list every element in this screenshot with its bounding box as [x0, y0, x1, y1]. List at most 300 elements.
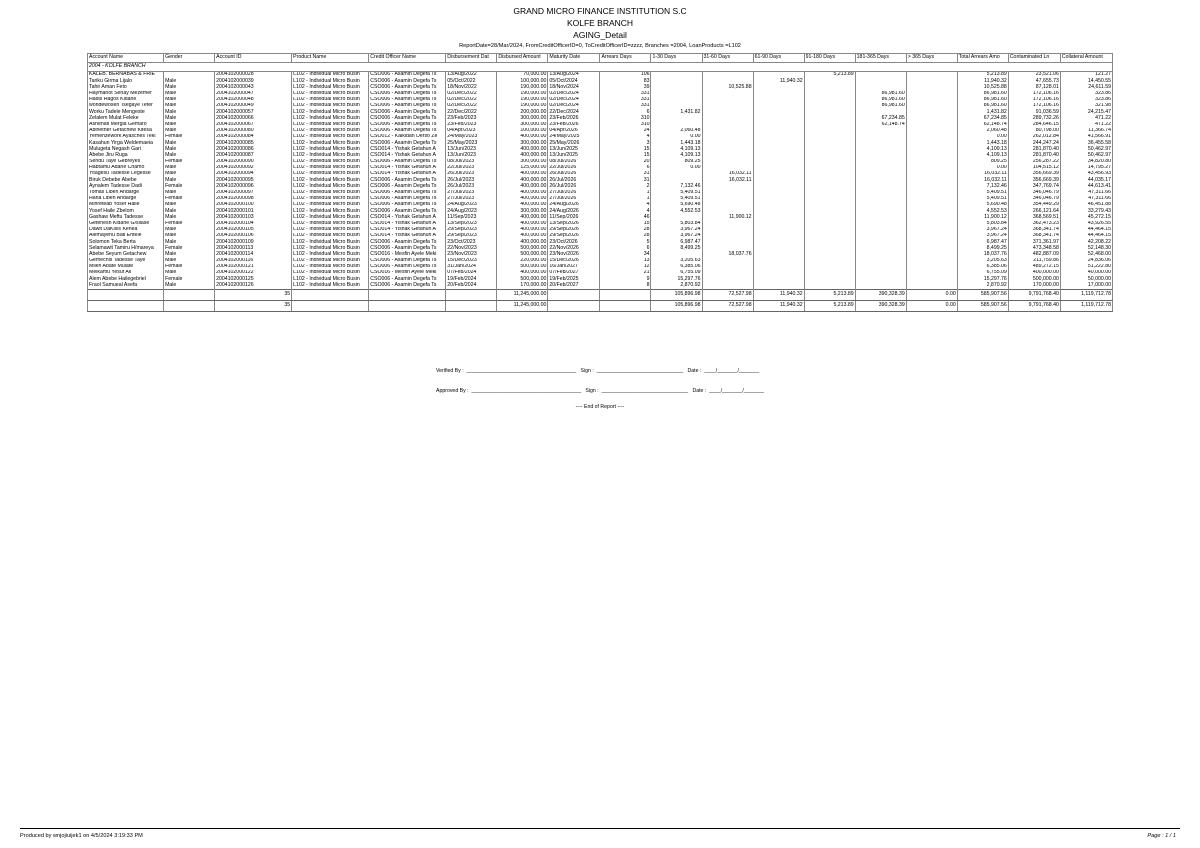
table-cell: Male	[164, 214, 215, 220]
table-cell: 26/Jul/2023	[446, 183, 497, 189]
table-cell: 21	[600, 270, 651, 276]
table-cell: 3	[600, 140, 651, 146]
table-cell: 331	[600, 97, 651, 103]
table-cell	[702, 282, 753, 289]
table-cell: 04/Apr/2026	[548, 128, 600, 134]
table-cell: 14,450.55	[1060, 78, 1112, 84]
table-cell: 3,967.24	[651, 227, 702, 233]
table-cell: 281,870.40	[1008, 146, 1060, 152]
table-cell: 5,690.48	[651, 202, 702, 208]
table-cell: 6	[600, 165, 651, 171]
table-cell: 4,552.53	[957, 208, 1008, 214]
table-cell: Gemechis Tadesse Taye	[88, 258, 164, 264]
total-cell: 585,907.56	[957, 289, 1008, 300]
table-cell: 400,000.00	[497, 214, 548, 220]
end-of-report: ---- End of Report ----	[575, 404, 625, 410]
table-cell: 244,247.24	[1008, 140, 1060, 146]
table-cell: 22/Jul/2026	[548, 165, 600, 171]
table-cell: 2004102000094	[215, 171, 292, 177]
verified-by-line: Verified By : ______________________________________ Sign : ______________________________ Date : ____/_______/_______	[436, 368, 760, 374]
table-cell: 1,431.82	[651, 109, 702, 115]
table-cell: 26/Jul/2026	[548, 171, 600, 177]
table-cell: CSO006 - Asamin Degefa Ts	[369, 84, 446, 90]
table-cell: 10,525.88	[702, 84, 753, 90]
table-cell: 36,455.58	[1060, 140, 1112, 146]
table-cell: 2004102000049	[215, 103, 292, 109]
table-cell: Female	[164, 196, 215, 202]
table-cell: 11,940.32	[957, 78, 1008, 84]
table-cell: 22/Dec/2022	[446, 109, 497, 115]
table-cell: 5,803.84	[651, 221, 702, 227]
table-cell: CSO006 - Asamin Degefa Ts	[369, 183, 446, 189]
table-cell: 11/Sep/2023	[446, 214, 497, 220]
table-cell: 26/Jul/2026	[548, 177, 600, 183]
table-cell: L102 - Individual Micro Busin	[292, 264, 369, 270]
table-cell: 6,755.09	[957, 270, 1008, 276]
table-cell: L102 - Individual Micro Busin	[292, 78, 369, 84]
total-cell: 11,245,000.00	[497, 289, 548, 300]
table-cell: 2,870.92	[651, 282, 702, 289]
table-cell: 24,215.47	[1060, 109, 1112, 115]
table-cell: L102 - Individual Micro Busin	[292, 171, 369, 177]
table-cell: CSO006 - Asamin Degefa Ts	[369, 190, 446, 196]
table-cell: 18,037.76	[702, 251, 753, 257]
table-cell: 13	[600, 258, 651, 264]
column-header: Gender	[164, 54, 215, 63]
table-cell: Male	[164, 202, 215, 208]
table-cell: 23/Feb/2023	[446, 115, 497, 121]
table-cell: 44,035.17	[1060, 177, 1112, 183]
table-cell: 7,132.46	[957, 183, 1008, 189]
table-cell: 20	[600, 159, 651, 165]
table-cell: L102 - Individual Micro Busin	[292, 227, 369, 233]
table-cell: CSO006 - Asamin Degefa Ts	[369, 159, 446, 165]
table-cell: CSO006 - Asamin Degefa Ts	[369, 196, 446, 202]
table-cell: 5,409.51	[957, 196, 1008, 202]
total-row	[88, 289, 1113, 300]
table-cell: 2004102000057	[215, 109, 292, 115]
table-cell: 28	[600, 227, 651, 233]
table-cell: L102 - Individual Micro Busin	[292, 134, 369, 140]
table-cell: 6,755.09	[651, 270, 702, 276]
table-cell: 20/Feb/2024	[446, 282, 497, 289]
table-cell: L102 - Individual Micro Busin	[292, 140, 369, 146]
table-cell: 07/Feb/2027	[548, 270, 600, 276]
table-cell: 2004102000109	[215, 239, 292, 245]
table-cell: 2004102000043	[215, 84, 292, 90]
table-cell: 44,464.15	[1060, 233, 1112, 239]
table-cell: 2004102000103	[215, 214, 292, 220]
table-cell: 211,759.86	[1008, 258, 1060, 264]
table-cell: Male	[164, 258, 215, 264]
table-cell: Female	[164, 183, 215, 189]
table-cell: 44,464.15	[1060, 227, 1112, 233]
table-cell: Male	[164, 165, 215, 171]
table-cell: Melkamu Yesuf Ali	[88, 270, 164, 276]
table-cell: 22/Nov/2026	[548, 245, 600, 251]
total-cell: 0.00	[906, 289, 957, 300]
table-cell: 1,443.18	[651, 140, 702, 146]
table-cell: 22/Jul/2023	[446, 165, 497, 171]
table-cell: 02/Dec/2024	[548, 97, 600, 103]
table-cell: 08/Jul/2026	[548, 159, 600, 165]
table-cell: L102 - Individual Micro Busin	[292, 245, 369, 251]
table-cell: 27/Jul/2026	[548, 196, 600, 202]
table-cell: 86,981.60	[957, 103, 1008, 109]
table-cell: 24/Aug/2023	[446, 202, 497, 208]
table-cell: L102 - Individual Micro Busin	[292, 84, 369, 90]
table-cell: 471.22	[1060, 115, 1112, 121]
table-cell: 400,000.00	[497, 233, 548, 239]
table-cell: Dawit DaKisis Kenea	[88, 227, 164, 233]
table-cell: 26/Jul/2023	[446, 177, 497, 183]
table-cell: 17,000.00	[1060, 282, 1112, 289]
table-cell: Abebe Jiru Ruga	[88, 152, 164, 158]
total-cell	[600, 289, 651, 300]
table-cell: CSO014 - Yishak Getahun A	[369, 146, 446, 152]
table-cell: 400,000.00	[497, 171, 548, 177]
table-cell: 23/Nov/2026	[548, 251, 600, 257]
total-cell	[446, 300, 497, 311]
table-cell: Male	[164, 140, 215, 146]
table-cell: 331	[600, 91, 651, 97]
table-cell: 400,000.00	[497, 196, 548, 202]
table-cell: Alemayehu Bati Entele	[88, 233, 164, 239]
table-cell: 190,000.00	[497, 103, 548, 109]
table-cell: 2004102000039	[215, 78, 292, 84]
table-cell: 310	[600, 115, 651, 121]
table-cell: CSO016 - Mesfin Ayele Meki	[369, 270, 446, 276]
table-cell: 52,148.30	[1060, 245, 1112, 251]
table-cell: 0.00	[651, 134, 702, 140]
table-cell: Tariku Girma Lijalo	[88, 78, 164, 84]
table-cell: 13/Jun/2023	[446, 146, 497, 152]
table-cell: 80,798.00	[1008, 128, 1060, 134]
table-cell: Female	[164, 276, 215, 282]
table-cell: 2004102000087	[215, 152, 292, 158]
table-cell: 24/Aug/2026	[548, 202, 600, 208]
table-cell: 24/May/2023	[446, 134, 497, 140]
table-cell	[855, 72, 906, 79]
table-cell: KALEB. BERNABAS & FRIE	[88, 72, 164, 79]
table-cell: Female	[164, 159, 215, 165]
table-cell: 5,690.48	[957, 202, 1008, 208]
table-cell: 809.25	[651, 159, 702, 165]
table-cell: 300,000.00	[497, 140, 548, 146]
table-cell	[651, 72, 702, 79]
table-cell: 346,046.79	[1008, 196, 1060, 202]
table-cell: CSO014 - Yishak Getahun A	[369, 152, 446, 158]
table-cell: 24/May/2025	[548, 134, 600, 140]
table-cell: L102 - Individual Micro Busin	[292, 152, 369, 158]
table-cell: 13/Sep/2026	[548, 221, 600, 227]
table-cell: Male	[164, 208, 215, 214]
table-cell: 473,348.58	[1008, 245, 1060, 251]
table-cell: 18/Nov/2022	[446, 84, 497, 90]
table-cell: L102 - Individual Micro Busin	[292, 97, 369, 103]
table-cell: 362,473.23	[1008, 221, 1060, 227]
table-cell: 20/Feb/2027	[548, 282, 600, 289]
table-cell: 190,000.00	[497, 91, 548, 97]
table-cell: 18/Nov/2024	[548, 84, 600, 90]
table-cell: 25/May/2023	[446, 140, 497, 146]
table-cell: 2004102000028	[215, 72, 292, 79]
table-cell: Abinether Getachew Kitesa	[88, 128, 164, 134]
table-cell: 400,000.00	[497, 221, 548, 227]
table-cell: 2004102000113	[215, 245, 292, 251]
table-cell: Zelalem Mulat Feleke	[88, 115, 164, 121]
column-header: Contaminated Ln	[1008, 54, 1060, 63]
column-header: Disbursed Amount	[497, 54, 548, 63]
table-cell: L102 - Individual Micro Busin	[292, 109, 369, 115]
total-cell	[548, 300, 600, 311]
table-cell: 323.86	[1060, 97, 1112, 103]
column-header: Credit Officer Name	[369, 54, 446, 63]
table-cell: 24/Aug/2023	[446, 208, 497, 214]
table-cell: L102 - Individual Micro Busin	[292, 208, 369, 214]
table-cell: 23/Feb/2026	[548, 115, 600, 121]
table-cell: 39	[600, 84, 651, 90]
table-cell: 400,000.00	[497, 270, 548, 276]
table-cell: 52,468.00	[1060, 251, 1112, 257]
table-cell: 86,981.60	[855, 91, 906, 97]
table-cell: 15/Dec/2026	[548, 258, 600, 264]
table-cell: 16/Jan/2027	[548, 264, 600, 270]
table-cell: Male	[164, 190, 215, 196]
table-cell: Male	[164, 115, 215, 121]
table-cell: 331	[600, 103, 651, 109]
table-cell: 16,032.11	[702, 177, 753, 183]
column-header: Product Name	[292, 54, 369, 63]
column-header: Arrears Days	[600, 54, 651, 63]
table-cell: CSO006 - Asamin Degefa Ts	[369, 276, 446, 282]
total-cell	[369, 300, 446, 311]
table-cell: L102 - Individual Micro Busin	[292, 214, 369, 220]
table-cell: L102 - Individual Micro Busin	[292, 72, 369, 79]
table-cell: 2004102000098	[215, 196, 292, 202]
table-cell: 16,032.11	[957, 177, 1008, 183]
table-cell: L102 - Individual Micro Busin	[292, 196, 369, 202]
table-cell: 2004102000092	[215, 165, 292, 171]
table-cell: 3,967.24	[651, 233, 702, 239]
table-cell: 22/Nov/2023	[446, 245, 497, 251]
table-cell: Alem Abebe Hailegebriel	[88, 276, 164, 282]
table-cell: Male	[164, 109, 215, 115]
table-cell: Female	[164, 245, 215, 251]
table-cell: 6,987.47	[957, 239, 1008, 245]
table-cell: 2004102000048	[215, 97, 292, 103]
table-cell: 13/Aug/2022	[446, 72, 497, 79]
table-cell: L102 - Individual Micro Busin	[292, 270, 369, 276]
column-header: 31-60 Days	[702, 54, 753, 63]
table-cell: Habtamu Adane Chamo	[88, 165, 164, 171]
table-cell: 289,732.26	[1008, 115, 1060, 121]
table-cell: Solomon Teka Berta	[88, 239, 164, 245]
table-cell: 67,234.85	[855, 115, 906, 121]
table-cell: Haymanot Senay Mezemer	[88, 91, 164, 97]
table-cell: 51,222.80	[1060, 264, 1112, 270]
table-cell: 5,409.51	[651, 190, 702, 196]
table-cell: 23,521.06	[1008, 72, 1060, 79]
table-cell: 5,803.84	[957, 221, 1008, 227]
table-cell: 15,297.76	[957, 276, 1008, 282]
table-cell: 47,655.73	[1008, 78, 1060, 84]
table-cell: 46	[600, 214, 651, 220]
total-cell: 0.00	[906, 300, 957, 311]
table-cell: CSO016 - Mesfin Ayele Meki	[369, 251, 446, 257]
table-cell: 41,566.91	[1060, 134, 1112, 140]
table-cell: 0.00	[957, 165, 1008, 171]
table-header-row	[88, 54, 1113, 63]
table-cell: Abebe Seyum Getachew	[88, 251, 164, 257]
table-cell: CSO006 - Asamin Degefa Ts	[369, 202, 446, 208]
total-cell: 390,328.39	[855, 300, 906, 311]
table-cell: 4	[600, 202, 651, 208]
column-header: Maturity Date	[548, 54, 600, 63]
table-cell: 170,000.00	[497, 282, 548, 289]
total-cell: 35	[215, 289, 292, 300]
table-cell: 02/Dec/2024	[548, 91, 600, 97]
table-cell: 3,205.63	[651, 258, 702, 264]
table-cell: 106	[600, 72, 651, 79]
table-cell: 11,900.12	[957, 214, 1008, 220]
table-cell: 284,646.15	[1008, 122, 1060, 128]
table-cell: 172,106.16	[1008, 91, 1060, 97]
table-cell: 400,000.00	[497, 202, 548, 208]
table-cell: 2004102000105	[215, 227, 292, 233]
table-cell	[753, 72, 804, 79]
table-cell: Male	[164, 91, 215, 97]
report-branch-title: KOLFE BRANCH	[566, 18, 634, 28]
table-cell: L102 - Individual Micro Busin	[292, 122, 369, 128]
total-cell	[600, 300, 651, 311]
table-cell: 26/Jul/2023	[446, 171, 497, 177]
table-cell: CSO006 - Asamin Degefa Ts	[369, 128, 446, 134]
table-cell: Male	[164, 78, 215, 84]
table-cell: 400,000.00	[497, 177, 548, 183]
table-cell: 87,128.01	[1008, 84, 1060, 90]
table-cell: L102 - Individual Micro Busin	[292, 115, 369, 121]
table-cell: 3,205.63	[957, 258, 1008, 264]
table-cell: 347,769.74	[1008, 183, 1060, 189]
table-cell: 13/Jun/2023	[446, 152, 497, 158]
table-cell: L102 - Individual Micro Busin	[292, 190, 369, 196]
table-cell: 05/Oct/2024	[548, 78, 600, 84]
table-cell: 2004102000047	[215, 91, 292, 97]
table-cell: 489,272.15	[1008, 264, 1060, 270]
total-cell: 585,907.56	[957, 300, 1008, 311]
table-cell: CSO014 - Yishak Getahun A	[369, 165, 446, 171]
table-cell: 262,012.84	[1008, 134, 1060, 140]
total-cell: 11,940.32	[753, 289, 804, 300]
column-header: 91-180 Days	[804, 54, 855, 63]
table-cell: Aynalem Tadesse Dadi	[88, 183, 164, 189]
table-cell: CSO006 - Asamin Degefa Ts	[369, 282, 446, 289]
table-cell: 2,060.48	[957, 128, 1008, 134]
table-cell: 2004102000121	[215, 264, 292, 270]
table-cell: 5,213.89	[804, 72, 855, 79]
total-cell: 72,527.98	[702, 300, 753, 311]
table-cell: 08/Jul/2023	[446, 159, 497, 165]
table-cell: Kasahun Yirga Weldemaeia	[88, 140, 164, 146]
table-cell: Male	[164, 128, 215, 134]
table-cell: Yemenzework Ayasches Tekl	[88, 134, 164, 140]
table-cell: 172,106.16	[1008, 103, 1060, 109]
table-cell: 500,000.00	[497, 245, 548, 251]
column-header: 1-30 Days	[651, 54, 702, 63]
table-cell: 31/Jan/2024	[446, 264, 497, 270]
table-cell: L102 - Individual Micro Busin	[292, 239, 369, 245]
table-cell: 4,109.13	[651, 152, 702, 158]
total-cell	[292, 289, 369, 300]
table-cell: 86,981.60	[855, 103, 906, 109]
table-cell: 15	[600, 146, 651, 152]
total-cell: 11,245,000.00	[497, 300, 548, 311]
table-cell: Male	[164, 152, 215, 158]
table-cell: 356,669.39	[1008, 171, 1060, 177]
table-cell: CSO006 - Asamin Degefa Ts	[369, 97, 446, 103]
table-cell: Female	[164, 134, 215, 140]
table-cell: 2004102000126	[215, 282, 292, 289]
table-cell: Male	[164, 177, 215, 183]
table-cell	[753, 282, 804, 289]
table-cell: L102 - Individual Micro Busin	[292, 276, 369, 282]
table-cell: 471.22	[1060, 122, 1112, 128]
table-cell: 2,870.92	[957, 282, 1008, 289]
table-cell: 11,940.32	[753, 78, 804, 84]
table-cell: Yosef Haile Zbelom	[88, 208, 164, 214]
table-cell: CSO012 - Kalkidan Derso Ze	[369, 134, 446, 140]
table-cell: 10,525.88	[957, 84, 1008, 90]
table-cell: CSO006 - Asamin Degefa Ts	[369, 109, 446, 115]
table-cell: 11/Sep/2026	[548, 214, 600, 220]
table-cell: 40,000.00	[1060, 270, 1112, 276]
total-cell	[292, 300, 369, 311]
table-cell: 15	[600, 221, 651, 227]
table-cell: 24,611.59	[1060, 84, 1112, 90]
table-cell: Ashenafi Mergia Gemaro	[88, 122, 164, 128]
table-cell: 07/Feb/2024	[446, 270, 497, 276]
page-number: Page : 1 / 1	[1147, 833, 1176, 839]
table-cell: 2004102000086	[215, 146, 292, 152]
table-cell: 86,981.60	[957, 97, 1008, 103]
table-cell: 44,613.41	[1060, 183, 1112, 189]
table-cell: 50,462.97	[1060, 152, 1112, 158]
approved-by-line: Approved By : ______________________________________ Sign : ______________________________ Date : ____/_______/_______	[436, 388, 764, 394]
table-cell: 4	[600, 134, 651, 140]
table-cell: 4,109.13	[957, 152, 1008, 158]
table-cell: Hadis Hagos Kidane	[88, 97, 164, 103]
table-cell: CSO006 - Asamin Degefa Ts	[369, 208, 446, 214]
table-cell: 170,000.00	[1008, 282, 1060, 289]
table-cell: 29/Sep/2023	[446, 233, 497, 239]
table-cell: L102 - Individual Micro Busin	[292, 128, 369, 134]
table-cell: Male	[164, 227, 215, 233]
table-cell: L102 - Individual Micro Busin	[292, 165, 369, 171]
table-cell: 809.25	[957, 159, 1008, 165]
total-cell	[164, 289, 215, 300]
table-cell: 100,000.00	[497, 78, 548, 84]
total-cell	[369, 289, 446, 300]
table-cell: 6	[600, 245, 651, 251]
table-cell: 2004102000096	[215, 183, 292, 189]
report-name: AGING_Detail	[573, 30, 627, 40]
table-cell: 4	[600, 208, 651, 214]
table-cell: L102 - Individual Micro Busin	[292, 233, 369, 239]
table-cell: 500,000.00	[497, 251, 548, 257]
column-header: Total Arrears Amo	[957, 54, 1008, 63]
table-cell: 7,132.46	[651, 183, 702, 189]
